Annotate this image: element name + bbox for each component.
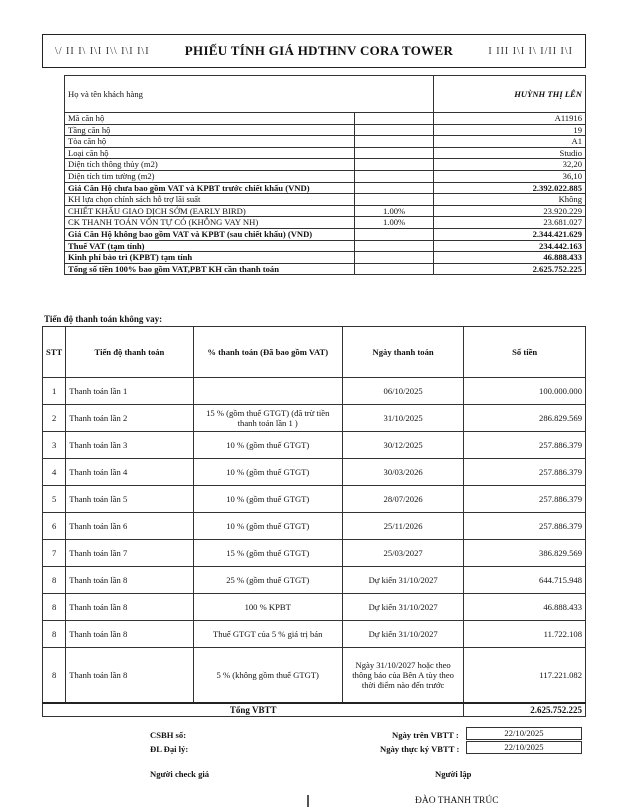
exec-value: 22/10/2025 (504, 742, 544, 752)
info-label: CHIẾT KHẤU GIAO DỊCH SỚM (EARLY BIRD) (65, 205, 355, 217)
info-pct (354, 136, 434, 148)
schedule-row (43, 567, 586, 594)
pen-mark (307, 795, 309, 807)
schedule-date: 30/12/2025 (342, 432, 464, 459)
info-value: A11916 (434, 113, 586, 125)
info-pct (354, 182, 434, 194)
info-pct: 1.00% (354, 217, 434, 229)
schedule-stt: 3 (43, 432, 66, 459)
info-label: Thuế VAT (tạm tính) (65, 240, 355, 252)
schedule-progress: Thanh toán lần 8 (66, 648, 193, 704)
info-pct (354, 194, 434, 206)
info-pct (354, 240, 434, 252)
schedule-row (43, 513, 586, 540)
schedule-row (43, 432, 586, 459)
schedule-stt: 2 (43, 405, 66, 432)
schedule-percent: 25 % (gồm thuế GTGT) (193, 567, 342, 594)
apartment-info-table (64, 75, 586, 275)
schedule-date: 31/10/2025 (342, 405, 464, 432)
schedule-percent: Thuế GTGT của 5 % giá trị bán (193, 621, 342, 648)
exec-label: Ngày thực ký VBTT : (380, 744, 460, 754)
info-label: Kinh phí bảo trì (KPBT) tạm tính (65, 252, 355, 264)
info-pct (354, 159, 434, 171)
schedule-amount: 257.886.379 (464, 513, 586, 540)
info-row (65, 113, 586, 125)
info-label: KH lựa chọn chính sách hỗ trợ lãi suất (65, 194, 355, 206)
csbh-label: CSBH số: (150, 730, 187, 740)
schedule-date: Ngày 31/10/2027 hoặc theo thông báo của Bên A tùy theo thời điểm nào đến trước (342, 648, 464, 704)
total-label: Tổng VBTT (43, 703, 464, 717)
schedule-stt: 4 (43, 459, 66, 486)
schedule-row (43, 621, 586, 648)
schedule-date: Dự kiến 31/10/2027 (342, 594, 464, 621)
schedule-date: 28/07/2026 (342, 486, 464, 513)
info-value: 23.681.027 (434, 217, 586, 229)
schedule-progress: Thanh toán lần 5 (66, 486, 193, 513)
schedule-amount: 117.221.082 (464, 648, 586, 704)
info-label: Diện tích tim tường (m2) (65, 170, 355, 182)
schedule-stt: 8 (43, 648, 66, 704)
date-box (466, 727, 582, 740)
date-value: 22/10/2025 (504, 728, 544, 738)
info-label: Diện tích thông thủy (m2) (65, 159, 355, 171)
info-value: 19 (434, 124, 586, 136)
schedule-row (43, 540, 586, 567)
schedule-percent: 15 % (gồm thuế GTGT) (đã trừ tiền thanh toán lần 1 ) (193, 405, 342, 432)
signer-label: Người lập (435, 769, 472, 779)
schedule-progress: Thanh toán lần 8 (66, 594, 193, 621)
info-value: A1 (434, 136, 586, 148)
schedule-stt: 8 (43, 621, 66, 648)
schedule-amount: 257.886.379 (464, 459, 586, 486)
info-row (65, 182, 586, 194)
info-row (65, 136, 586, 148)
info-row (65, 159, 586, 171)
schedule-stt: 7 (43, 540, 66, 567)
info-row (65, 228, 586, 240)
schedule-date: Dự kiến 31/10/2027 (342, 621, 464, 648)
info-label: Giá Căn Hộ không bao gồm VAT và KPBT (sau chiết khấu) (VND) (65, 228, 355, 240)
schedule-progress: Thanh toán lần 2 (66, 405, 193, 432)
schedule-percent (193, 378, 342, 405)
schedule-date: 25/03/2027 (342, 540, 464, 567)
info-label: Tầng căn hộ (65, 124, 355, 136)
info-label: Tổng số tiền 100% bao gồm VAT,PBT KH cần thanh toán (65, 263, 355, 275)
schedule-stt: 8 (43, 567, 66, 594)
exec-box (466, 741, 582, 754)
header-progress: Tiến độ thanh toán (66, 327, 193, 378)
info-value: 234.442.163 (434, 240, 586, 252)
info-value: 2.625.752.225 (434, 263, 586, 275)
info-pct (354, 252, 434, 264)
schedule-amount: 286.829.569 (464, 405, 586, 432)
schedule-date: 25/11/2026 (342, 513, 464, 540)
info-value: 46.888.433 (434, 252, 586, 264)
date-label: Ngày trên VBTT : (392, 730, 459, 740)
info-label: Tòa căn hộ (65, 136, 355, 148)
schedule-stt: 1 (43, 378, 66, 405)
info-value: 23.920.229 (434, 205, 586, 217)
schedule-percent: 5 % (không gồm thuế GTGT) (193, 648, 342, 704)
schedule-row (43, 459, 586, 486)
schedule-date: Dự kiến 31/10/2027 (342, 567, 464, 594)
schedule-amount: 11.722.108 (464, 621, 586, 648)
schedule-stt: 6 (43, 513, 66, 540)
schedule-progress: Thanh toán lần 6 (66, 513, 193, 540)
info-row (65, 205, 586, 217)
info-pct (354, 170, 434, 182)
info-value: 36,10 (434, 170, 586, 182)
info-pct (354, 263, 434, 275)
title-box (42, 34, 586, 68)
schedule-percent: 100 % KPBT (193, 594, 342, 621)
info-value: Không (434, 194, 586, 206)
info-row (65, 240, 586, 252)
info-row (65, 194, 586, 206)
schedule-percent: 10 % (gồm thuế GTGT) (193, 459, 342, 486)
document-title: PHIẾU TÍNH GIÁ HDTHNV CORA TOWER (184, 43, 454, 58)
info-label: Loại căn hộ (65, 147, 355, 159)
schedule-date: 06/10/2025 (342, 378, 464, 405)
schedule-progress: Thanh toán lần 8 (66, 567, 193, 594)
schedule-percent: 15 % (gồm thuế GTGT) (193, 540, 342, 567)
info-value: Studio (434, 147, 586, 159)
schedule-row (43, 648, 586, 704)
header-percent: % thanh toán (Đã bao gồm VAT) (193, 327, 342, 378)
schedule-progress: Thanh toán lần 7 (66, 540, 193, 567)
schedule-amount: 644.715.948 (464, 567, 586, 594)
header-amount: Số tiền (464, 327, 586, 378)
info-row (65, 170, 586, 182)
info-pct (354, 147, 434, 159)
schedule-date: 30/03/2026 (342, 459, 464, 486)
info-pct: 1.00% (354, 205, 434, 217)
right-smudge: I III I\I I\ I/II I\I (488, 45, 573, 57)
signer-name: ĐÀO THANH TRÚC (415, 796, 499, 806)
schedule-row (43, 486, 586, 513)
payment-schedule-table (42, 326, 586, 717)
info-value: 32,20 (434, 159, 586, 171)
schedule-progress: Thanh toán lần 8 (66, 621, 193, 648)
schedule-header-row (43, 327, 586, 378)
schedule-row (43, 405, 586, 432)
info-value: 2.344.421.629 (434, 228, 586, 240)
total-row (43, 703, 586, 717)
info-label: Mã căn hộ (65, 113, 355, 125)
customer-value: HUỲNH THỊ LÊN (434, 76, 586, 113)
info-row (65, 147, 586, 159)
info-label: Giá Căn Hộ chưa bao gồm VAT và KPBT trước chiết khấu (VND) (65, 182, 355, 194)
schedule-amount: 46.888.433 (464, 594, 586, 621)
header-stt: STT (43, 327, 66, 378)
info-row (65, 217, 586, 229)
customer-label: Họ và tên khách hàng (65, 76, 434, 113)
schedule-stt: 5 (43, 486, 66, 513)
info-pct (354, 113, 434, 125)
schedule-progress: Thanh toán lần 3 (66, 432, 193, 459)
schedule-percent: 10 % (gồm thuế GTGT) (193, 513, 342, 540)
schedule-progress: Thanh toán lần 1 (66, 378, 193, 405)
info-row (65, 252, 586, 264)
info-row (65, 124, 586, 136)
schedule-section-title: Tiến độ thanh toán không vay: (44, 314, 163, 324)
schedule-progress: Thanh toán lần 4 (66, 459, 193, 486)
info-pct (354, 124, 434, 136)
schedule-row (43, 378, 586, 405)
info-row (65, 263, 586, 275)
schedule-amount: 257.886.379 (464, 486, 586, 513)
agent-label: ĐL Đại lý: (150, 744, 189, 754)
info-pct (354, 228, 434, 240)
schedule-amount: 386.829.569 (464, 540, 586, 567)
checker-label: Người check giá (150, 769, 210, 779)
info-value: 2.392.022.885 (434, 182, 586, 194)
info-label: CK THANH TOÁN VỐN TỰ CÓ (KHÔNG VAY NH) (65, 217, 355, 229)
schedule-amount: 100.000.000 (464, 378, 586, 405)
schedule-amount: 257.886.379 (464, 432, 586, 459)
schedule-stt: 8 (43, 594, 66, 621)
customer-row (65, 76, 586, 113)
schedule-row (43, 594, 586, 621)
schedule-percent: 10 % (gồm thuế GTGT) (193, 486, 342, 513)
total-value: 2.625.752.225 (464, 703, 586, 717)
schedule-percent: 10 % (gồm thuế GTGT) (193, 432, 342, 459)
left-smudge: \/ II I\ I\I I\\ I\I I\I (55, 45, 150, 57)
header-date: Ngày thanh toán (342, 327, 464, 378)
